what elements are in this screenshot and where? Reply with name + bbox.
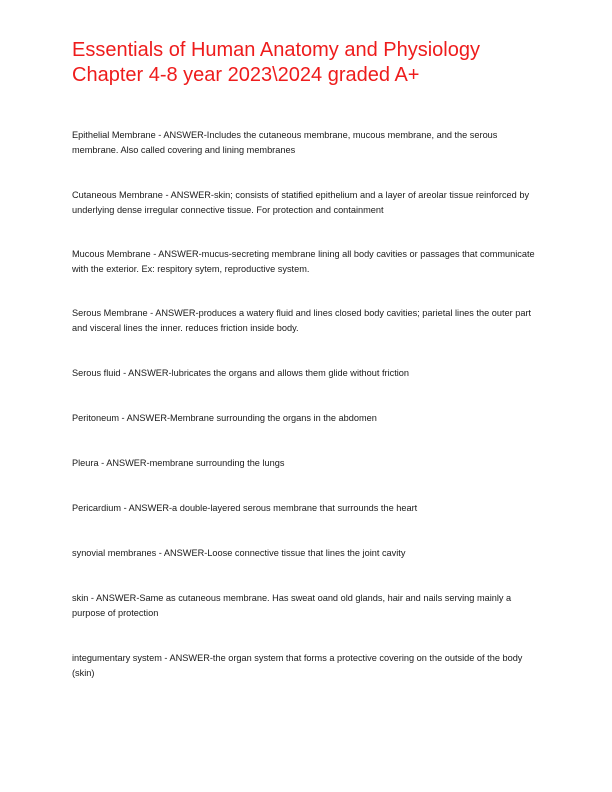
qa-entry-mucous-membrane: Mucous Membrane - ANSWER-mucus-secreting membrane lining all body cavities or passages that communicate with the exterior. Ex: respitory sytem, reproductive system. xyxy=(72,249,535,274)
qa-entry-serous-membrane: Serous Membrane - ANSWER-produces a watery fluid and lines closed body cavities; parietal lines the outer part and visceral lines the inner. reduces friction inside body. xyxy=(72,308,532,333)
qa-entry-cutaneous-membrane: Cutaneous Membrane - ANSWER-skin; consists of statified epithelium and a layer of areolar tissue reinforced by underlying dense irregular connective tissue. For protection and containment xyxy=(72,190,530,215)
qa-entry-synovial-membranes: synovial membranes - ANSWER-Loose connective tissue that lines the joint cavity xyxy=(72,548,406,558)
qa-entry-skin: skin - ANSWER-Same as cutaneous membrane. Has sweat oand old glands, hair and nails serving mainly a purpose of protection xyxy=(72,593,512,618)
qa-entry-serous-fluid: Serous fluid - ANSWER-lubricates the organs and allows them glide without friction xyxy=(72,368,410,378)
qa-entry-pleura: Pleura - ANSWER-membrane surrounding the lungs xyxy=(72,458,285,468)
qa-entry-peritoneum: Peritoneum - ANSWER-Membrane surrounding the organs in the abdomen xyxy=(72,413,377,423)
qa-entry-pericardium: Pericardium - ANSWER-a double-layered serous membrane that surrounds the heart xyxy=(72,503,418,513)
document-title: Essentials of Human Anatomy and Physiology Chapter 4-8 year 2023\2024 graded A+ xyxy=(72,39,480,86)
qa-entry-integumentary-system: integumentary system - ANSWER-the organ system that forms a protective covering on the outside of the body (skin) xyxy=(72,653,523,678)
qa-entry-epithelial-membrane: Epithelial Membrane - ANSWER-Includes the cutaneous membrane, mucous membrane, and the serous membrane. Also called covering and lining membranes xyxy=(72,130,498,155)
